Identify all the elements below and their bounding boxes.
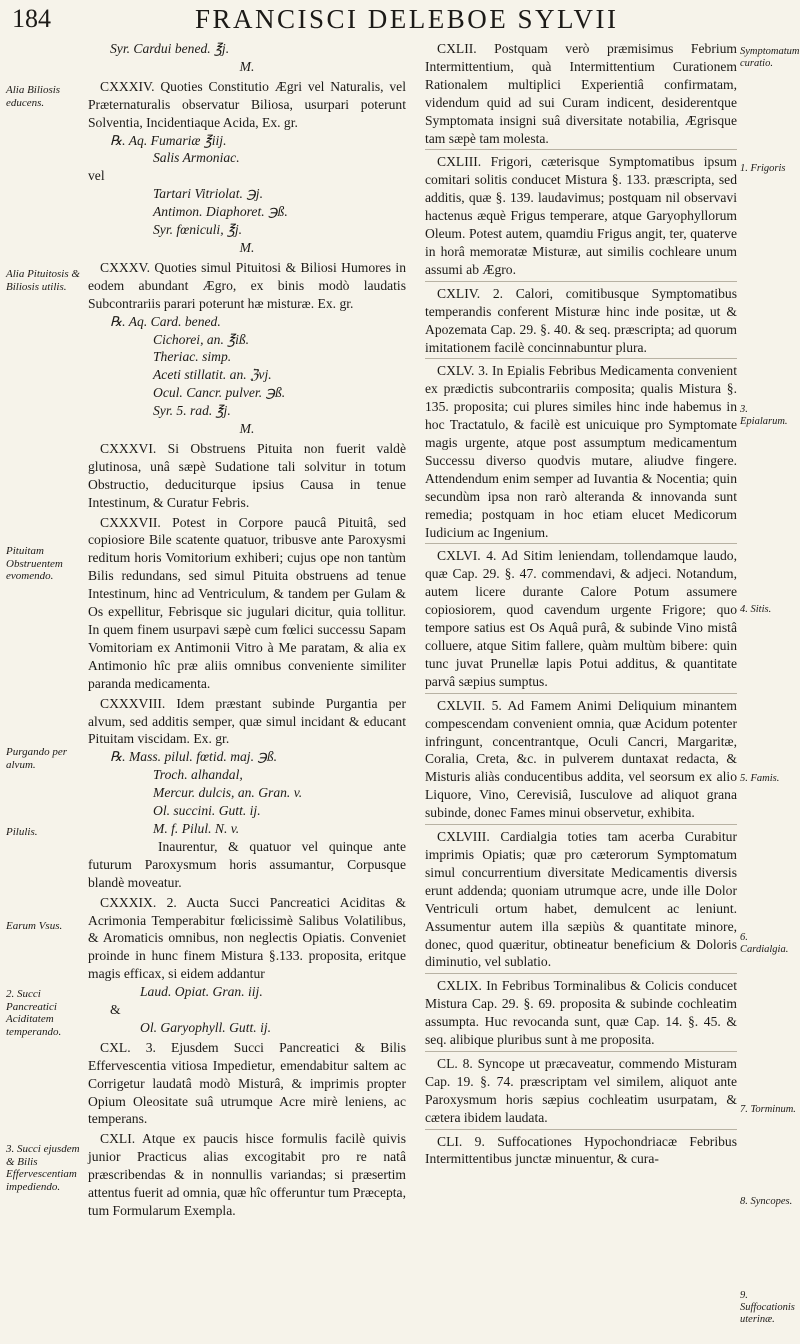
section-rule xyxy=(425,543,737,544)
paragraph-cxlviii: CXLVIII. Cardialgia toties tam acerba Curabitur imprimis Opiatis; quæ pro cæterorum Symptomatum simul concurrentium diversitate Medicamentis diversis erunt addenda; quoniam utrumque acre, unde ille Dolor Ventriculi ortum habet, demulcent ac leniunt. Assumentur autem illa sæpiùs & quantitate minore, donec, quod quæritur, obtineatur beneficium & Doloris diminutio, vel sublatio. xyxy=(425,829,737,970)
paragraph-cxlv: CXLV. 3. In Epialis Febribus Medicamenta convenient ex prædictis subcontrariis composita; qualis Mistura §. 135. proposita; cui plures similes hinc inde habemus in hoc Tractatulo, & facilè est unicuique pro Symptomate magis urgente, atque post assumptum medicamentum Successu diverso quodvis mutare, aliudve fingere. Attendendum enim semper ad Iuvantia & Nocentia; quin secundùm ipsa non rarò alteranda & innovanda sunt remedia; postquam in hoc etiam elucet Medicorum Iudicium ac Ingenium. xyxy=(425,363,737,540)
recipe-line: Syr. Cardui bened. ℥j. xyxy=(110,41,230,56)
page-number: 184 xyxy=(12,4,51,33)
margin-note: 1. Frigoris xyxy=(740,163,786,174)
recipe-line: Mercur. dulcis, an. Gran. v. xyxy=(153,785,303,801)
section-rule xyxy=(425,149,737,150)
margin-note: 3. Epialarum. xyxy=(740,404,788,427)
right-column xyxy=(425,40,737,1168)
margin-note: 5. Famis. xyxy=(740,773,780,784)
recipe-line: Aceti stillatit. an. ℨvj. xyxy=(153,367,272,383)
paragraph-cxl: CXL. 3. Ejusdem Succi Pancreatici & Bilis Effervescentia vitiosa Impedietur, emendabitur saltem ac Corrigetur laudatâ modò Misturâ, & imprimis propter Opium Oleositate suâ utrumque Acre mirè leniens, ac temperans. xyxy=(88,1039,406,1127)
recipe-misce: M. xyxy=(239,58,255,74)
paragraph-cxlii: CXLII. Postquam verò præmisimus Febrium Intermittentium, quà Intermittentium Curationem Rationalem multiplici Experientiâ confirmatam, videndum quid ad sui Curam indicent, desiderentque Symptomata insigni suâ diversitate notabilia, Ægrisque tam sæpè tam molesta. xyxy=(425,41,737,146)
section-rule xyxy=(425,973,737,974)
recipe-line: Syr. 5. rad. ℥j. xyxy=(153,403,231,419)
paragraph-cxxxix: CXXXIX. 2. Aucta Succi Pancreatici Aciditas & Acrimonia Temperabitur fœlicissimè Salibus Volatilibus, & Aromaticis omnibus, non neglectis Opiatis. Conveniet proinde in hunc finem Mistura §.133. proposita, eritque magis efficax, si eidem addantur xyxy=(88,894,406,982)
recipe-line: Ol. succini. Gutt. ij. xyxy=(153,803,261,819)
paragraph-cxxxv: CXXXV. Quoties simul Pituitosi & Biliosi Humores in eodem abundant Ægro, ex binis modò laudatis Subcontrariis parari poterunt hæ misturæ. Ex. gr. xyxy=(88,259,406,311)
recipe-line: ℞. Aq. Card. bened. xyxy=(110,313,221,329)
margin-note: Purgando per alvum. xyxy=(6,746,68,771)
recipe-connector: & xyxy=(110,1002,121,1018)
margin-note: 8. Syncopes. xyxy=(740,1196,793,1207)
margin-note: 2. Succi Pancreatici Aciditatem temperando. xyxy=(6,988,62,1038)
paragraph-cxlvi: CXLVI. 4. Ad Sitim leniendam, tollendamque laudo, quæ Cap. 29. §. 47. commendavi, & adjeci. Notandum, autem licere durante Calore Potum assumere copiosiorem, quod cavendum urgente Frigore; quo tempore satius est Os Aquâ purâ, & subinde Vino mistâ colluere, atque Sitim fallere, quàm multùm bibere: quin tunc juvat Prunellæ lapis Potui additus, & quantitate parvâ sæpius sumptus. xyxy=(425,548,737,689)
paragraph-cxlix: CXLIX. In Febribus Torminalibus & Colicis conducet Mistura Cap. 29. §. 69. proposita & subinde cochleatim assumpta. Huc revocanda sunt, quæ Cap. 14. §. 45. & seq. alibique pluribus sunt à me proposita. xyxy=(425,978,737,1048)
margin-note: Earum Vsus. xyxy=(6,920,63,932)
running-head: FRANCISCI DELEBOE SYLVII xyxy=(195,4,619,34)
recipe-line: Salis Armoniac. xyxy=(153,150,240,166)
section-rule xyxy=(425,693,737,694)
paragraph-cxlvii: CXLVII. 5. Ad Famem Animi Deliquium minantem compescendam convenient omnia, quæ Acidum potenter infringunt, concentrantque, Oculi Cancri, Margaritæ, Coralia, Creta, &c. in pulverem duntaxat redacta, & Misturis aliàs conducentibus addita, vel seorsum ex alio Liquore, Vino, Cerevisiâ, Iusculove ad aliquot grana subinde, donec Fames minui observetur, exhibita. xyxy=(425,697,737,821)
recipe-line: ℞. Aq. Fumariæ ℥iij. xyxy=(110,132,227,148)
margin-note: Pilulis. xyxy=(6,826,38,838)
paragraph-cli: CLI. 9. Suffocationes Hypochondriacæ Febribus Intermittentibus junctæ minuentur, & cura- xyxy=(425,1133,737,1167)
paragraph-cl: CL. 8. Syncope ut præcaveatur, commendo Misturam Cap. 19. §. 74. præscriptam vel similem, aliquot ante Paroxysmum horis sæpius cochleatim usurpatam, & cætera ibidem laudata. xyxy=(425,1055,737,1125)
recipe-line: ℞. Mass. pilul. fœtid. maj. ℈ß. xyxy=(110,749,278,765)
recipe-line: Cichorei, an. ℥iß. xyxy=(153,331,250,347)
recipe-misce: M. xyxy=(239,421,255,437)
recipe-line: Tartari Vitriolat. ℈j. xyxy=(153,186,263,202)
left-column xyxy=(88,40,406,1220)
margin-note: 9. Suffocationis uterinæ. xyxy=(740,1290,795,1325)
paragraph-cxli: CXLI. Atque ex paucis hisce formulis facilè quivis junior Practicus alias excogitabit pro re natâ præscribendas & in nonnullis variandas; si præsertim attentus fuerit ad omnia, quæ hîc offeruntur tum Præcepta, tum Formularum Exempla. xyxy=(88,1131,406,1218)
paragraph-cxliv: CXLIV. 2. Calori, comitibusque Symptomatibus temperandis conferent Misturæ hinc inde positæ, ut & Apozemata Cap. 29. §. 40. & seq. præscripta; ad quorum imitationem facilè concinnabuntur plura. xyxy=(425,285,737,355)
section-rule xyxy=(425,358,737,359)
margin-note: 7. Torminum. xyxy=(740,1104,796,1115)
recipe-line: M. f. Pilul. N. v. xyxy=(153,820,240,836)
recipe-line: Antimon. Diaphoret. ℈ß. xyxy=(153,204,288,220)
section-rule xyxy=(425,1051,737,1052)
margin-note: 6. Cardialgia. xyxy=(740,932,789,955)
paragraph-cxliii: CXLIII. Frigori, cæterisque Symptomatibus ipsum comitari solitis conducet Mistura §. 133. præscripta, sed additis, quæ §. 139. laudavimus; postquam nil observavi hactenus æquè Frigus temperare, atque Garyophyllorum Oleum. Potest autem, quamdiu Frigus angit, ter, quaterve in horâ memoratæ Misturæ, aut similis cochleare unum assumi ab Ægro. xyxy=(425,154,737,277)
recipe-line: Troch. alhandal, xyxy=(153,767,243,783)
margin-note: Alia Pituitosis & Biliosis utilis. xyxy=(6,268,80,293)
margin-note: Symptomatum curatio. xyxy=(740,46,800,69)
recipe-misce: M. xyxy=(239,239,255,255)
section-rule xyxy=(425,1129,737,1130)
paragraph-cxxxviii: CXXXVIII. Idem præstant subinde Purgantia per alvum, sed additis semper, quæ simul incidant & educant Pituitam viscidam. Ex. gr. xyxy=(88,695,406,747)
recipe-connector: vel xyxy=(88,168,105,184)
margin-note: Pituitam Obstruentem evomendo. xyxy=(6,545,63,582)
section-rule xyxy=(425,824,737,825)
paragraph-inaurentur: Inaurentur, & quatuor vel quinque ante futurum Paroxysmum horis assumantur, Corpusque blandè moveatur. xyxy=(88,838,406,890)
paragraph-cxxxvi: CXXXVI. Si Obstruens Pituita non fuerit valdè glutinosa, unâ sæpè Sudatione tali solvitur in totum Obstructio, deduciturque ipsius Causa in tenue Intestinum, & Curatur Febris. xyxy=(88,440,406,510)
page-header xyxy=(0,4,800,40)
recipe-line: Theriac. simp. xyxy=(153,349,232,365)
margin-note: 4. Sitis. xyxy=(740,604,772,615)
recipe-line: Ol. Garyophyll. Gutt. ij. xyxy=(140,1019,272,1035)
recipe-line: Syr. fœniculi, ℥j. xyxy=(153,222,243,238)
recipe-line: Ocul. Cancr. pulver. ℈ß. xyxy=(153,385,286,401)
margin-note: Alia Biliosis educens. xyxy=(6,84,61,109)
recipe-line: Laud. Opiat. Gran. iij. xyxy=(140,984,263,1000)
paragraph-cxxxiv: CXXXIV. Quoties Constitutio Ægri vel Naturalis, vel Præternaturalis observatur Biliosa, usurpari poterunt Solventia, Incidentiaque Acida, Ex. gr. xyxy=(88,78,406,130)
section-rule xyxy=(425,281,737,282)
margin-note: 3. Succi ejusdem & Bilis Effervescentiam impediendo. xyxy=(6,1143,80,1193)
paragraph-cxxxvii: CXXXVII. Potest in Corpore paucâ Pituitâ, sed copiosiore Bile scatente quatuor, tribusve ante Paroxysmi reditum horis Vomitorium exhiberi; cujus ope non tantùm Bilis redundans, sed simul Pituita obstruens ad tenue Intestinum, hinc ad Ventriculum, & tandem per Gulam & Os expellitur, Febrisque sic jugulari dicitur, quia tollitur. In quem finem usurpavi sæpè cum fœlici successu Sapam Vomitoriam ex Antimonii Vitro à Me paratam, & alia ex Antimonio hîc præ aliis omnibus conveniente similiter paranda medicamenta. xyxy=(88,514,406,691)
